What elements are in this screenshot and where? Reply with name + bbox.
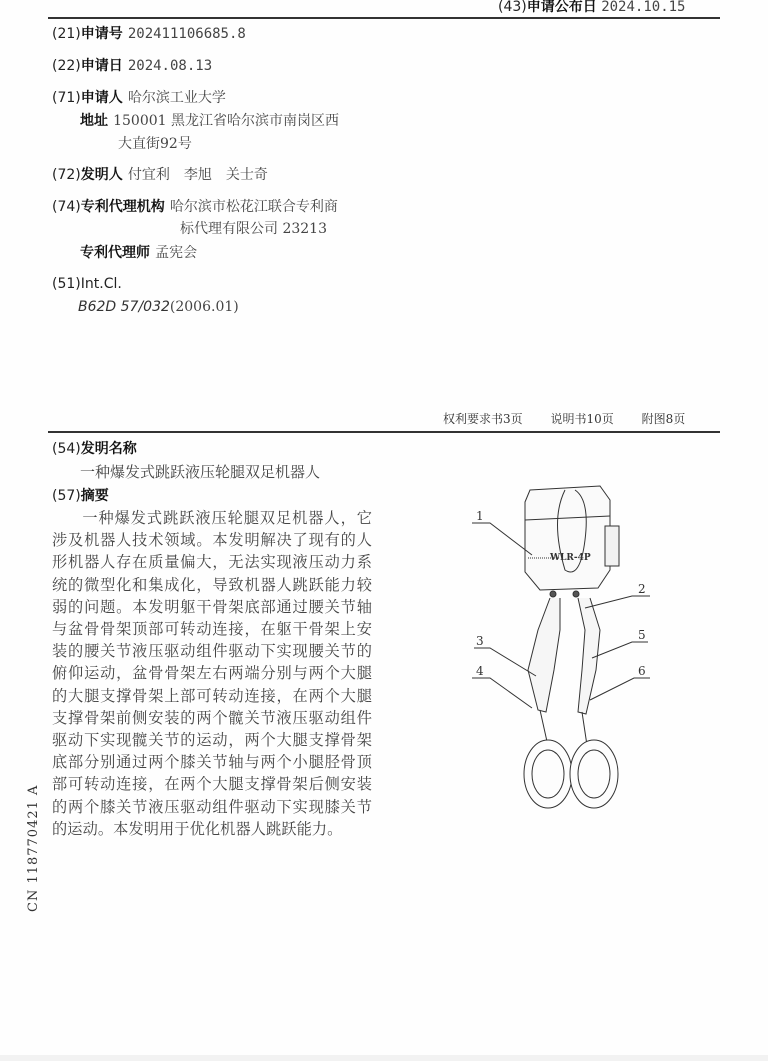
torso-shape xyxy=(525,486,610,590)
field-value: 孟宪会 xyxy=(155,245,198,261)
header-rule xyxy=(48,17,720,19)
field-code: (22) xyxy=(52,58,81,74)
field-label: 地址 xyxy=(80,113,108,129)
callout-leader-4 xyxy=(472,678,532,708)
ipc-class: B62D 57/032 xyxy=(78,299,170,315)
abstract-text: 一种爆发式跳跃液压轮腿双足机器人，它涉及机器人技术领域。本发明解决了现有的人形机器人存在质量偏大，无法实现液压动力系统的微型化和集成化，导致机器人跳跃能力较弱的问题。本发明躯干骨架底部通过腰关节轴与盆骨骨架顶部可转动连接，在躯干骨架上安装的腰关节液压驱动组件驱动下实现腰关节的俯仰运动，盆骨骨架左右两端分别与两个大腿的大腿支撑骨架上部可转动连接，在两个大腿支撑骨架前侧安装的两个髋关节液压驱动组件驱动下实现髋关节的运动，两个大腿支撑骨架底部分别通过两个膝关节轴与两个小腿胫骨顶部可转动连接，在两个大腿支撑骨架后侧安装的两个膝关节液压驱动组件驱动下实现膝关节的运动。本发明用于优化机器人跳跃能力。 xyxy=(52,509,372,838)
field-ipc-class xyxy=(78,296,239,317)
field-value: 标代理有限公司 23213 xyxy=(180,221,327,237)
field-value: 202411106685.8 xyxy=(127,26,246,42)
field-code: (74) xyxy=(52,199,81,215)
description-pages: 说明书10页 xyxy=(550,412,614,426)
left-leg xyxy=(528,598,560,712)
field-applicant xyxy=(52,87,226,108)
callout-1: 1 xyxy=(476,509,484,523)
field-value: 大直街92号 xyxy=(118,136,192,152)
callout-leader-1 xyxy=(472,523,532,555)
section-rule xyxy=(48,431,720,433)
field-label: Int.Cl. xyxy=(80,276,122,292)
publication-date-header xyxy=(498,0,686,16)
field-code: (21) xyxy=(52,26,81,42)
claims-pages: 权利要求书3页 xyxy=(443,412,523,426)
field-agency xyxy=(52,196,338,217)
field-app-date xyxy=(52,55,212,76)
torso-side-pack xyxy=(605,526,619,566)
field-code: (71) xyxy=(52,90,81,106)
field-app-no xyxy=(52,23,246,44)
field-value: 150001 黑龙江省哈尔滨市南岗区西 xyxy=(113,113,339,129)
callout-5: 5 xyxy=(638,628,646,642)
field-label: 发明名称 xyxy=(80,441,137,457)
field-ipc xyxy=(52,273,122,294)
callout-3: 3 xyxy=(476,634,484,648)
page-footer-bar xyxy=(0,1055,768,1061)
field-label: 摘要 xyxy=(80,488,109,504)
field-label: 申请号 xyxy=(80,26,123,42)
callout-leader-6 xyxy=(590,678,650,700)
drawings-pages: 附图8页 xyxy=(641,412,686,426)
field-code: (54) xyxy=(52,441,81,457)
pub-label: 申请公布日 xyxy=(526,0,597,15)
field-address-line2 xyxy=(118,133,192,154)
field-label: 专利代理机构 xyxy=(80,199,165,215)
robot-figure xyxy=(460,480,660,810)
field-label: 发明人 xyxy=(80,167,123,183)
field-value: 付宜利 李旭 关士奇 xyxy=(127,167,268,183)
callout-4: 4 xyxy=(476,664,484,678)
field-code: (57) xyxy=(52,488,81,504)
hip-joint-left xyxy=(550,591,556,597)
title-heading xyxy=(52,438,137,459)
field-inventors xyxy=(52,164,268,185)
field-agent xyxy=(80,242,197,263)
invention-title: 一种爆发式跳跃液压轮腿双足机器人 xyxy=(80,463,321,481)
page-counts xyxy=(443,410,699,427)
field-address xyxy=(80,110,339,131)
field-code: (51) xyxy=(52,276,81,292)
callout-2: 2 xyxy=(638,582,646,596)
field-agency-line2 xyxy=(180,218,327,239)
field-label: 申请日 xyxy=(80,58,123,74)
callout-leader-2 xyxy=(585,596,650,608)
robot-drawing xyxy=(472,486,650,808)
model-label: WLR-4P xyxy=(550,553,591,563)
ipc-version: (2006.01) xyxy=(169,299,239,315)
field-label: 专利代理师 xyxy=(80,245,150,261)
field-value: 哈尔滨市松花江联合专利商 xyxy=(169,199,338,215)
pub-date: 2024.10.15 xyxy=(601,0,686,15)
field-value: 2024.08.13 xyxy=(127,58,213,74)
field-label: 申请人 xyxy=(80,90,123,106)
callout-leader-5 xyxy=(592,642,648,658)
field-value: 哈尔滨工业大学 xyxy=(127,90,226,106)
hip-joint-right xyxy=(573,591,579,597)
abstract-heading xyxy=(52,485,109,506)
callout-6: 6 xyxy=(638,664,646,678)
pub-code: (43) xyxy=(498,0,527,15)
publication-number-vertical: CN 118770421 A xyxy=(26,784,41,912)
field-code: (72) xyxy=(52,167,81,183)
